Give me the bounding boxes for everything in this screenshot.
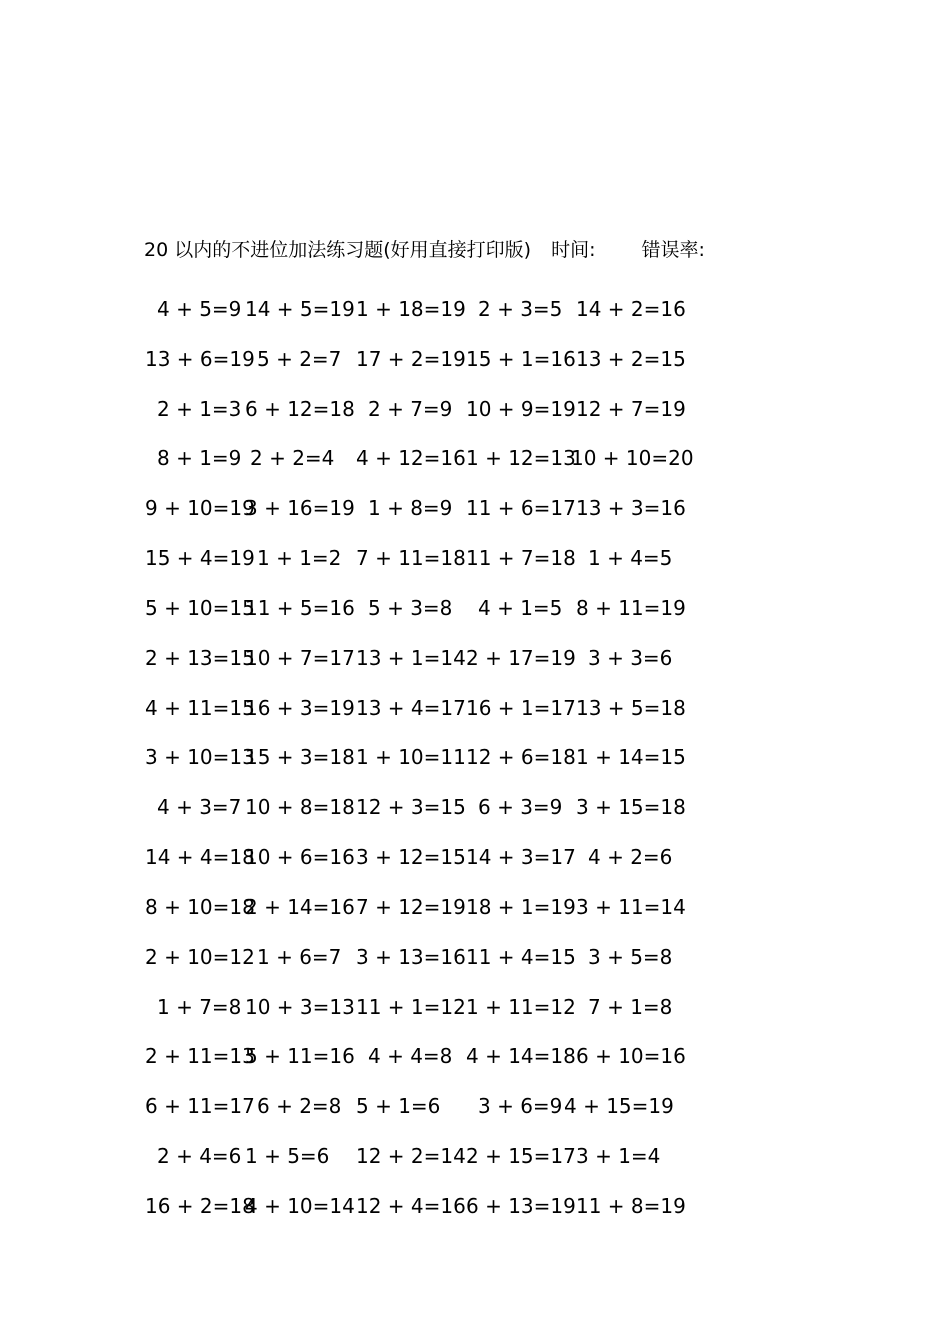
problem-row xyxy=(145,1081,705,1131)
worksheet-title: 20 以内的不进位加法练习题(好用直接打印版) xyxy=(144,239,532,261)
problem-row xyxy=(145,1031,705,1081)
problem-cell: 5 + 1=6 xyxy=(356,1094,441,1119)
problem-cell: 3 + 6=9 xyxy=(478,1094,563,1119)
problem-cell: 12 + 3=15 xyxy=(356,795,466,820)
problem-cell: 2 + 11=13 xyxy=(145,1044,255,1069)
problem-cell: 6 + 3=9 xyxy=(478,795,563,820)
problem-cell: 5 + 10=15 xyxy=(145,595,255,620)
problem-cell: 1 + 14=15 xyxy=(576,745,686,770)
problem-cell: 8 + 1=9 xyxy=(157,446,242,471)
problem-cell: 12 + 4=16 xyxy=(356,1193,466,1218)
problem-cell: 10 + 7=17 xyxy=(245,645,355,670)
problem-cell: 12 + 2=14 xyxy=(356,1143,466,1168)
problem-cell: 10 + 10=20 xyxy=(571,446,694,471)
problem-cell: 2 + 3=5 xyxy=(478,296,563,321)
problem-cell: 15 + 1=16 xyxy=(466,346,576,371)
problem-cell: 2 + 10=12 xyxy=(145,944,255,969)
problem-row xyxy=(145,334,705,384)
problem-cell: 2 + 17=19 xyxy=(466,645,576,670)
problem-cell: 11 + 1=12 xyxy=(356,994,466,1019)
problem-cell: 8 + 11=19 xyxy=(576,595,686,620)
problem-row xyxy=(145,433,705,483)
problem-cell: 13 + 3=16 xyxy=(576,496,686,521)
problem-row xyxy=(145,932,705,982)
problem-cell: 2 + 14=16 xyxy=(245,894,355,919)
problem-cell: 4 + 12=16 xyxy=(356,446,466,471)
problem-cell: 6 + 13=19 xyxy=(466,1193,576,1218)
problem-cell: 1 + 12=13 xyxy=(466,446,576,471)
problem-cell: 1 + 4=5 xyxy=(588,546,673,571)
problem-cell: 11 + 5=16 xyxy=(245,595,355,620)
problem-cell: 3 + 3=6 xyxy=(588,645,673,670)
problem-cell: 13 + 4=17 xyxy=(356,695,466,720)
problem-cell: 1 + 7=8 xyxy=(157,994,242,1019)
problem-row xyxy=(145,732,705,782)
problem-cell: 3 + 11=14 xyxy=(576,894,686,919)
problem-cell: 16 + 1=17 xyxy=(466,695,576,720)
problem-cell: 6 + 10=16 xyxy=(576,1044,686,1069)
problem-cell: 2 + 13=15 xyxy=(145,645,255,670)
problem-cell: 3 + 5=8 xyxy=(588,944,673,969)
problem-row xyxy=(145,683,705,733)
problem-cell: 4 + 10=14 xyxy=(245,1193,355,1218)
problem-cell: 10 + 3=13 xyxy=(245,994,355,1019)
problem-cell: 9 + 10=19 xyxy=(145,496,255,521)
problem-cell: 4 + 15=19 xyxy=(564,1094,674,1119)
problem-cell: 3 + 16=19 xyxy=(245,496,355,521)
problem-cell: 12 + 7=19 xyxy=(576,396,686,421)
problem-cell: 3 + 1=4 xyxy=(576,1143,661,1168)
problem-cell: 4 + 2=6 xyxy=(588,845,673,870)
problem-cell: 14 + 2=16 xyxy=(576,296,686,321)
problem-row xyxy=(145,284,705,334)
problem-cell: 13 + 2=15 xyxy=(576,346,686,371)
problem-cell: 2 + 1=3 xyxy=(157,396,242,421)
problem-cell: 10 + 8=18 xyxy=(245,795,355,820)
problem-cell: 13 + 1=14 xyxy=(356,645,466,670)
problem-row xyxy=(145,533,705,583)
problem-row xyxy=(145,583,705,633)
problem-cell: 17 + 2=19 xyxy=(356,346,466,371)
problem-cell: 14 + 4=18 xyxy=(145,845,255,870)
problem-cell: 10 + 9=19 xyxy=(466,396,576,421)
problem-row xyxy=(145,483,705,533)
problem-row xyxy=(145,1131,705,1181)
problem-cell: 4 + 1=5 xyxy=(478,595,563,620)
problem-cell: 4 + 14=18 xyxy=(466,1044,576,1069)
problem-cell: 4 + 4=8 xyxy=(368,1044,453,1069)
problem-cell: 4 + 3=7 xyxy=(157,795,242,820)
problem-cell: 11 + 7=18 xyxy=(466,546,576,571)
problem-cell: 1 + 5=6 xyxy=(245,1143,330,1168)
problem-cell: 4 + 5=9 xyxy=(157,296,242,321)
problem-cell: 2 + 15=17 xyxy=(466,1143,576,1168)
problem-cell: 5 + 3=8 xyxy=(368,595,453,620)
problem-cell: 13 + 5=18 xyxy=(576,695,686,720)
problem-row xyxy=(145,782,705,832)
problem-row xyxy=(145,882,705,932)
problem-cell: 5 + 11=16 xyxy=(245,1044,355,1069)
problem-grid xyxy=(145,284,705,1231)
problem-cell: 11 + 6=17 xyxy=(466,496,576,521)
problem-cell: 11 + 8=19 xyxy=(576,1193,686,1218)
problem-cell: 11 + 4=15 xyxy=(466,944,576,969)
problem-cell: 6 + 11=17 xyxy=(145,1094,255,1119)
problem-row xyxy=(145,384,705,434)
worksheet-header xyxy=(144,236,705,264)
problem-row xyxy=(145,633,705,683)
problem-cell: 5 + 2=7 xyxy=(257,346,342,371)
problem-cell: 16 + 2=18 xyxy=(145,1193,255,1218)
problem-cell: 13 + 6=19 xyxy=(145,346,255,371)
problem-cell: 1 + 10=11 xyxy=(356,745,466,770)
problem-cell: 16 + 3=19 xyxy=(245,695,355,720)
problem-cell: 3 + 12=15 xyxy=(356,845,466,870)
problem-cell: 3 + 13=16 xyxy=(356,944,466,969)
problem-cell: 14 + 5=19 xyxy=(245,296,355,321)
problem-cell: 6 + 2=8 xyxy=(257,1094,342,1119)
problem-cell: 6 + 12=18 xyxy=(245,396,355,421)
problem-row xyxy=(145,832,705,882)
problem-cell: 18 + 1=19 xyxy=(466,894,576,919)
problem-cell: 1 + 18=19 xyxy=(356,296,466,321)
problem-cell: 15 + 4=19 xyxy=(145,546,255,571)
problem-cell: 2 + 2=4 xyxy=(250,446,335,471)
problem-cell: 2 + 7=9 xyxy=(368,396,453,421)
problem-cell: 1 + 6=7 xyxy=(257,944,342,969)
problem-cell: 8 + 10=18 xyxy=(145,894,255,919)
problem-row xyxy=(145,982,705,1032)
problem-cell: 4 + 11=15 xyxy=(145,695,255,720)
problem-cell: 15 + 3=18 xyxy=(245,745,355,770)
time-label: 时间: xyxy=(551,239,596,261)
problem-cell: 3 + 15=18 xyxy=(576,795,686,820)
problem-cell: 12 + 6=18 xyxy=(466,745,576,770)
problem-cell: 14 + 3=17 xyxy=(466,845,576,870)
problem-cell: 7 + 11=18 xyxy=(356,546,466,571)
problem-cell: 2 + 4=6 xyxy=(157,1143,242,1168)
problem-cell: 7 + 12=19 xyxy=(356,894,466,919)
problem-cell: 7 + 1=8 xyxy=(588,994,673,1019)
error-rate-label: 错误率: xyxy=(641,239,705,261)
problem-row xyxy=(145,1181,705,1231)
problem-cell: 10 + 6=16 xyxy=(245,845,355,870)
problem-cell: 3 + 10=13 xyxy=(145,745,255,770)
problem-cell: 1 + 8=9 xyxy=(368,496,453,521)
problem-cell: 1 + 1=2 xyxy=(257,546,342,571)
problem-cell: 1 + 11=12 xyxy=(466,994,576,1019)
